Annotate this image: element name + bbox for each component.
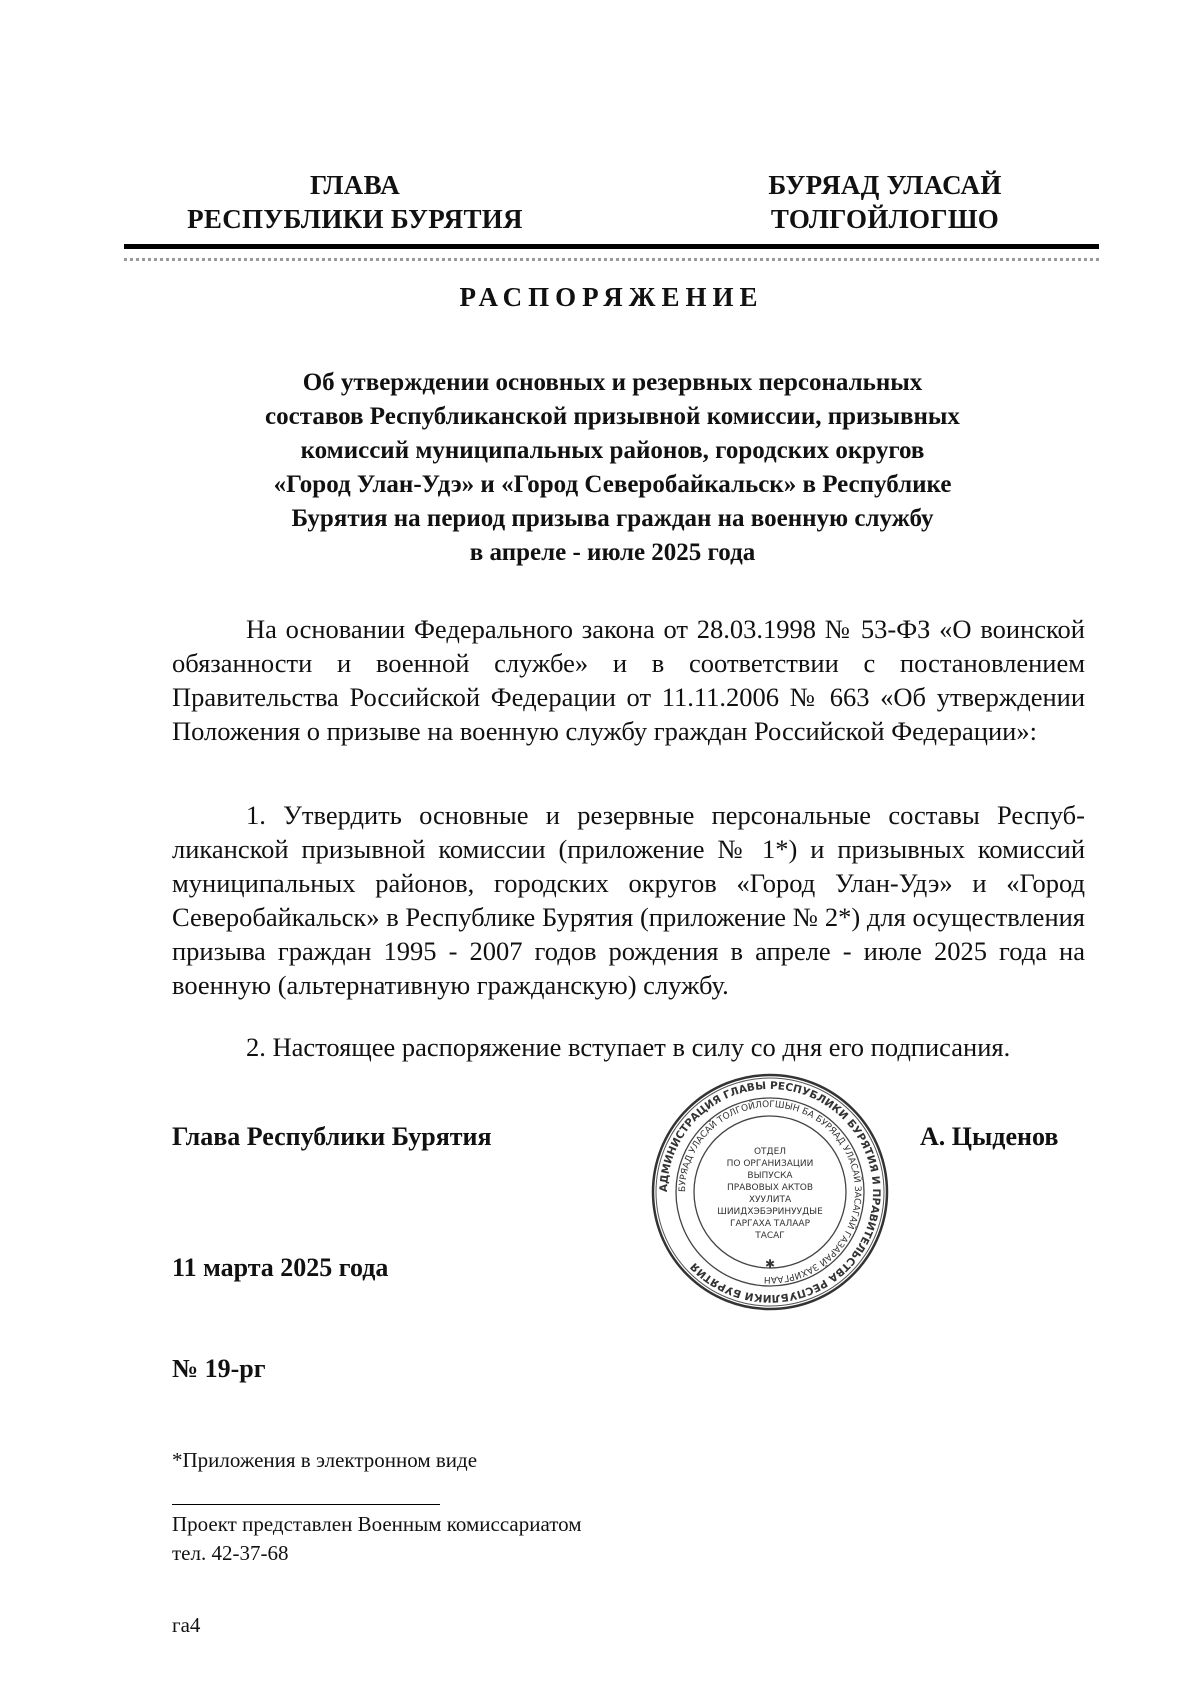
footnote-line2: тел. 42-37-68 — [172, 1541, 289, 1565]
title-line: составов Республиканской призывной комиссии, призывных — [265, 403, 960, 430]
seal-center-line: ТАСАГ — [755, 1231, 785, 1241]
header-right-line2: ТОЛГОЙЛОГШО — [770, 204, 1000, 234]
seal-center-line: ПО ОРГАНИЗАЦИИ — [726, 1159, 814, 1169]
footnote-divider — [172, 1504, 440, 1505]
seal-center-line: ОТДЕЛ — [753, 1147, 787, 1157]
title-line: Бурятия на период призыва граждан на военную службу — [291, 505, 934, 532]
header-right-line1: БУРЯАД УЛАСАЙ — [768, 170, 1002, 200]
seal-center-line: ПРАВОВЫХ АКТОВ — [726, 1183, 814, 1193]
header-divider-thick — [124, 244, 1099, 249]
document-type: РАСПОРЯЖЕНИЕ — [459, 282, 764, 312]
paragraph-item-1: 1. Утвердить основные и резервные персональные составы Республиканской призывной комиссии (приложение № 1*) и призывных комиссий муниципальных районов, городских округов «Город Улан-Удэ» и «Город Северобайкальск» в Республике Бурятия (приложение № 2*) для осуществления призыва граждан 1995 - 2007 годов рождения в апреле - июле 2025 года на военную (альтернативную гражданскую) службу. — [172, 800, 1085, 1000]
header-left-block — [170, 168, 540, 236]
paragraph-preamble: На основании Федерального закона от 28.03.1998 № 53-ФЗ «О воинской обязанности и военной службе» и в соответствии с постановлением Правительства Российской Федерации от 11.11.2006 № 663 «Об утверждении Положения о призыве на военную службу граждан Российской Федерации»: — [172, 614, 1085, 746]
document-title — [175, 366, 1050, 570]
seal-center-line: ВЫПУСКА — [747, 1171, 793, 1181]
signing-date: 11 марта 2025 года — [172, 1253, 389, 1282]
page-code: га4 — [172, 1613, 201, 1637]
footnote-block — [172, 1510, 582, 1568]
paragraph-item-2: 2. Настоящее распоряжение вступает в силу со дня его подписания. — [246, 1032, 1011, 1062]
header-right-block — [735, 168, 1035, 236]
official-seal — [650, 1072, 890, 1312]
title-line: Об утверждении основных и резервных персональных — [302, 369, 923, 396]
seal-center-line: ХУУЛИТА — [748, 1195, 792, 1205]
header-left-line1: ГЛАВА — [309, 170, 401, 200]
title-line: «Город Улан-Удэ» и «Город Северобайкальск» в Республике — [273, 471, 952, 498]
title-line: комиссий муниципальных районов, городских округов — [300, 437, 925, 464]
document-number: № 19-рг — [172, 1354, 266, 1383]
header-divider-thin — [124, 258, 1099, 261]
annex-note: *Приложения в электронном виде — [172, 1448, 478, 1472]
seal-center-line: ШИИДХЭБЭРИНУУДЫЕ — [717, 1207, 823, 1217]
seal-inner-text: БУРЯАД УЛАСАЙ ТОЛГОЙЛОГШЫН БА БУРЯАД УЛАСАЙ ЗАСАГАЙ ГАЗАРАЙ ЗАХИРГААН — [677, 1099, 863, 1285]
signer-name: А. Цыденов — [920, 1122, 1059, 1151]
seal-outer-text: АДМИНИСТРАЦИЯ ГЛАВЫ РЕСПУБЛИКИ БУРЯТИЯ И ПРАВИТЕЛЬСТВА РЕСПУБЛИКИ БУРЯТИЯ — [657, 1079, 883, 1305]
seal-star-icon: ✱ — [764, 1257, 776, 1271]
title-line: в апреле - июле 2025 года — [469, 539, 756, 566]
footnote-line1: Проект представлен Военным комиссариатом — [172, 1512, 582, 1536]
header-left-line2: РЕСПУБЛИКИ БУРЯТИЯ — [187, 204, 523, 234]
seal-center-line: ГАРГАХА ТАЛААР — [729, 1219, 811, 1229]
signer-position: Глава Республики Бурятия — [172, 1122, 492, 1151]
